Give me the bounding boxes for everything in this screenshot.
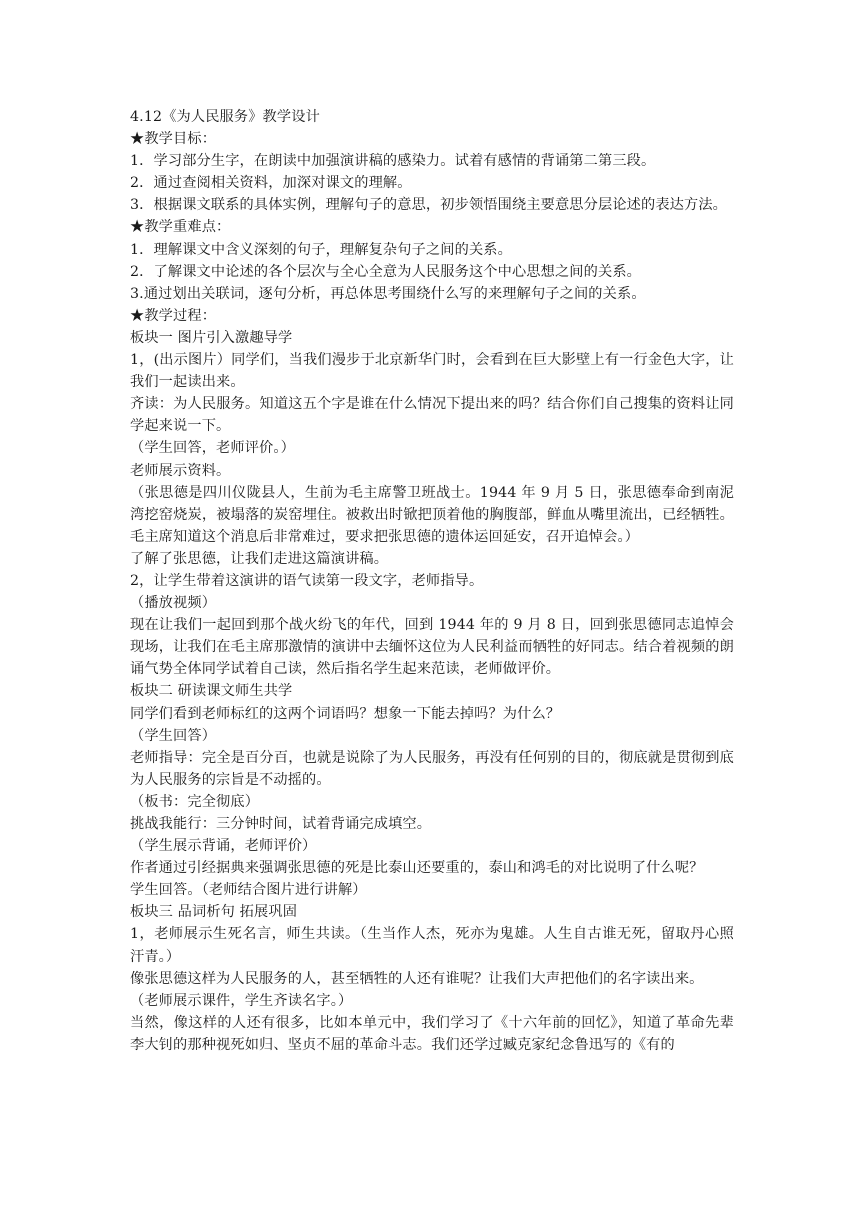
paragraph: ★教学目标： xyxy=(130,131,217,148)
paragraph: 同学们看到老师标红的这两个词语吗？想象一下能去掉吗？为什么？ xyxy=(130,705,561,722)
paragraph: 当然，像这样的人还有很多，比如本单元中，我们学习了《十六年前的回忆》，知道了革命先辈李大钊的那种视死如归、坚贞不屈的革命斗志。我们还学过臧克家纪念鲁迅写的《有的 xyxy=(130,1014,734,1053)
paragraph: 2，让学生带着这演讲的语气读第一段文字，老师指导。 xyxy=(130,572,484,589)
paragraph: （学生回答，老师评价。） xyxy=(130,440,295,457)
paragraph: 作者通过引经据典来强调张思德的死是比泰山还要重的，泰山和鸿毛的对比说明了什么呢？ xyxy=(130,860,704,877)
section-heading: 板块一 图片引入激趣导学 xyxy=(130,329,293,346)
paragraph: 1．理解课文中含义深刻的句子，理解复杂句子之间的关系。 xyxy=(130,241,512,258)
section-heading: 板块二 研读课文师生共学 xyxy=(130,683,293,700)
paragraph: 了解了张思德，让我们走进这篇演讲稿。 xyxy=(130,550,389,567)
paragraph: 现在让我们一起回到那个战火纷飞的年代，回到 1944 年的 9 月 8 日，回到张思德同志追悼会现场，让我们在毛主席那激情的演讲中去缅怀这位为人民利益而牺牲的好同志。结合着视频的朗诵气势全体同学试着自己读，然后指名学生起来范读，老师做评价。 xyxy=(130,617,734,678)
paragraph: ★教学重难点： xyxy=(130,219,231,236)
paragraph: 2．通过查阅相关资料，加深对课文的理解。 xyxy=(130,175,412,192)
section-heading: 板块三 品词析句 拓展巩固 xyxy=(130,904,298,921)
paragraph: 像张思德这样为人民服务的人，甚至牺牲的人还有谁呢？让我们大声把他们的名字读出来。 xyxy=(130,970,704,987)
paragraph: 1，(出示图片）同学们，当我们漫步于北京新华门时，会看到在巨大影壁上有一行金色大字，让我们一起读出来。 xyxy=(130,352,734,391)
paragraph: （播放视频） xyxy=(130,595,217,612)
paragraph: （学生回答） xyxy=(130,727,217,744)
paragraph: 3．根据课文联系的具体实例，理解句子的意思，初步领悟围绕主要意思分层论述的表达方法。 xyxy=(130,197,728,214)
paragraph: 2．了解课文中论述的各个层次与全心全意为人民服务这个中心思想之间的关系。 xyxy=(130,263,641,280)
paragraph: （张思德是四川仪陇县人，生前为毛主席警卫班战士。1944 年 9 月 5 日，张思德奉命到南泥湾挖窑烧炭，被塌落的炭窑埋住。被救出时锨把顶着他的胸腹部，鲜血从嘴里流出，已经牺牲。毛主席知道这个消息后非常难过，要求把张思德的遗体运回延安，召开追悼会。） xyxy=(130,484,734,545)
document-title: 4.12《为人民服务》教学设计 xyxy=(130,109,320,125)
paragraph: 齐读：为人民服务。知道这五个字是谁在什么情况下提出来的吗？结合你们自己搜集的资料让同学起来说一下。 xyxy=(130,396,734,435)
paragraph: （老师展示课件，学生齐读名字。） xyxy=(130,992,353,1009)
document-page xyxy=(130,106,734,1056)
paragraph: 1．学习部分生字，在朗读中加强演讲稿的感染力。试着有感情的背诵第二第三段。 xyxy=(130,153,656,170)
paragraph: （学生展示背诵，老师评价） xyxy=(130,838,317,855)
paragraph: 挑战我能行：三分钟时间，试着背诵完成填空。 xyxy=(130,816,432,832)
paragraph: 学生回答。（老师结合图片进行讲解） xyxy=(130,882,367,899)
paragraph: 3.通过划出关联词，逐句分析，再总体思考围绕什么写的来理解句子之间的关系。 xyxy=(130,285,646,302)
paragraph: 1，老师展示生死名言，师生共读。（生当作人杰，死亦为鬼雄。人生自古谁无死，留取丹心照汗青。） xyxy=(130,926,734,965)
paragraph: ★教学过程： xyxy=(130,307,217,324)
paragraph: 老师指导：完全是百分百，也就是说除了为人民服务，再没有任何别的目的，彻底就是贯彻到底为人民服务的宗旨是不动摇的。 xyxy=(130,749,734,788)
paragraph: 老师展示资料。 xyxy=(130,462,231,479)
paragraph: （板书：完全彻底） xyxy=(130,793,260,810)
